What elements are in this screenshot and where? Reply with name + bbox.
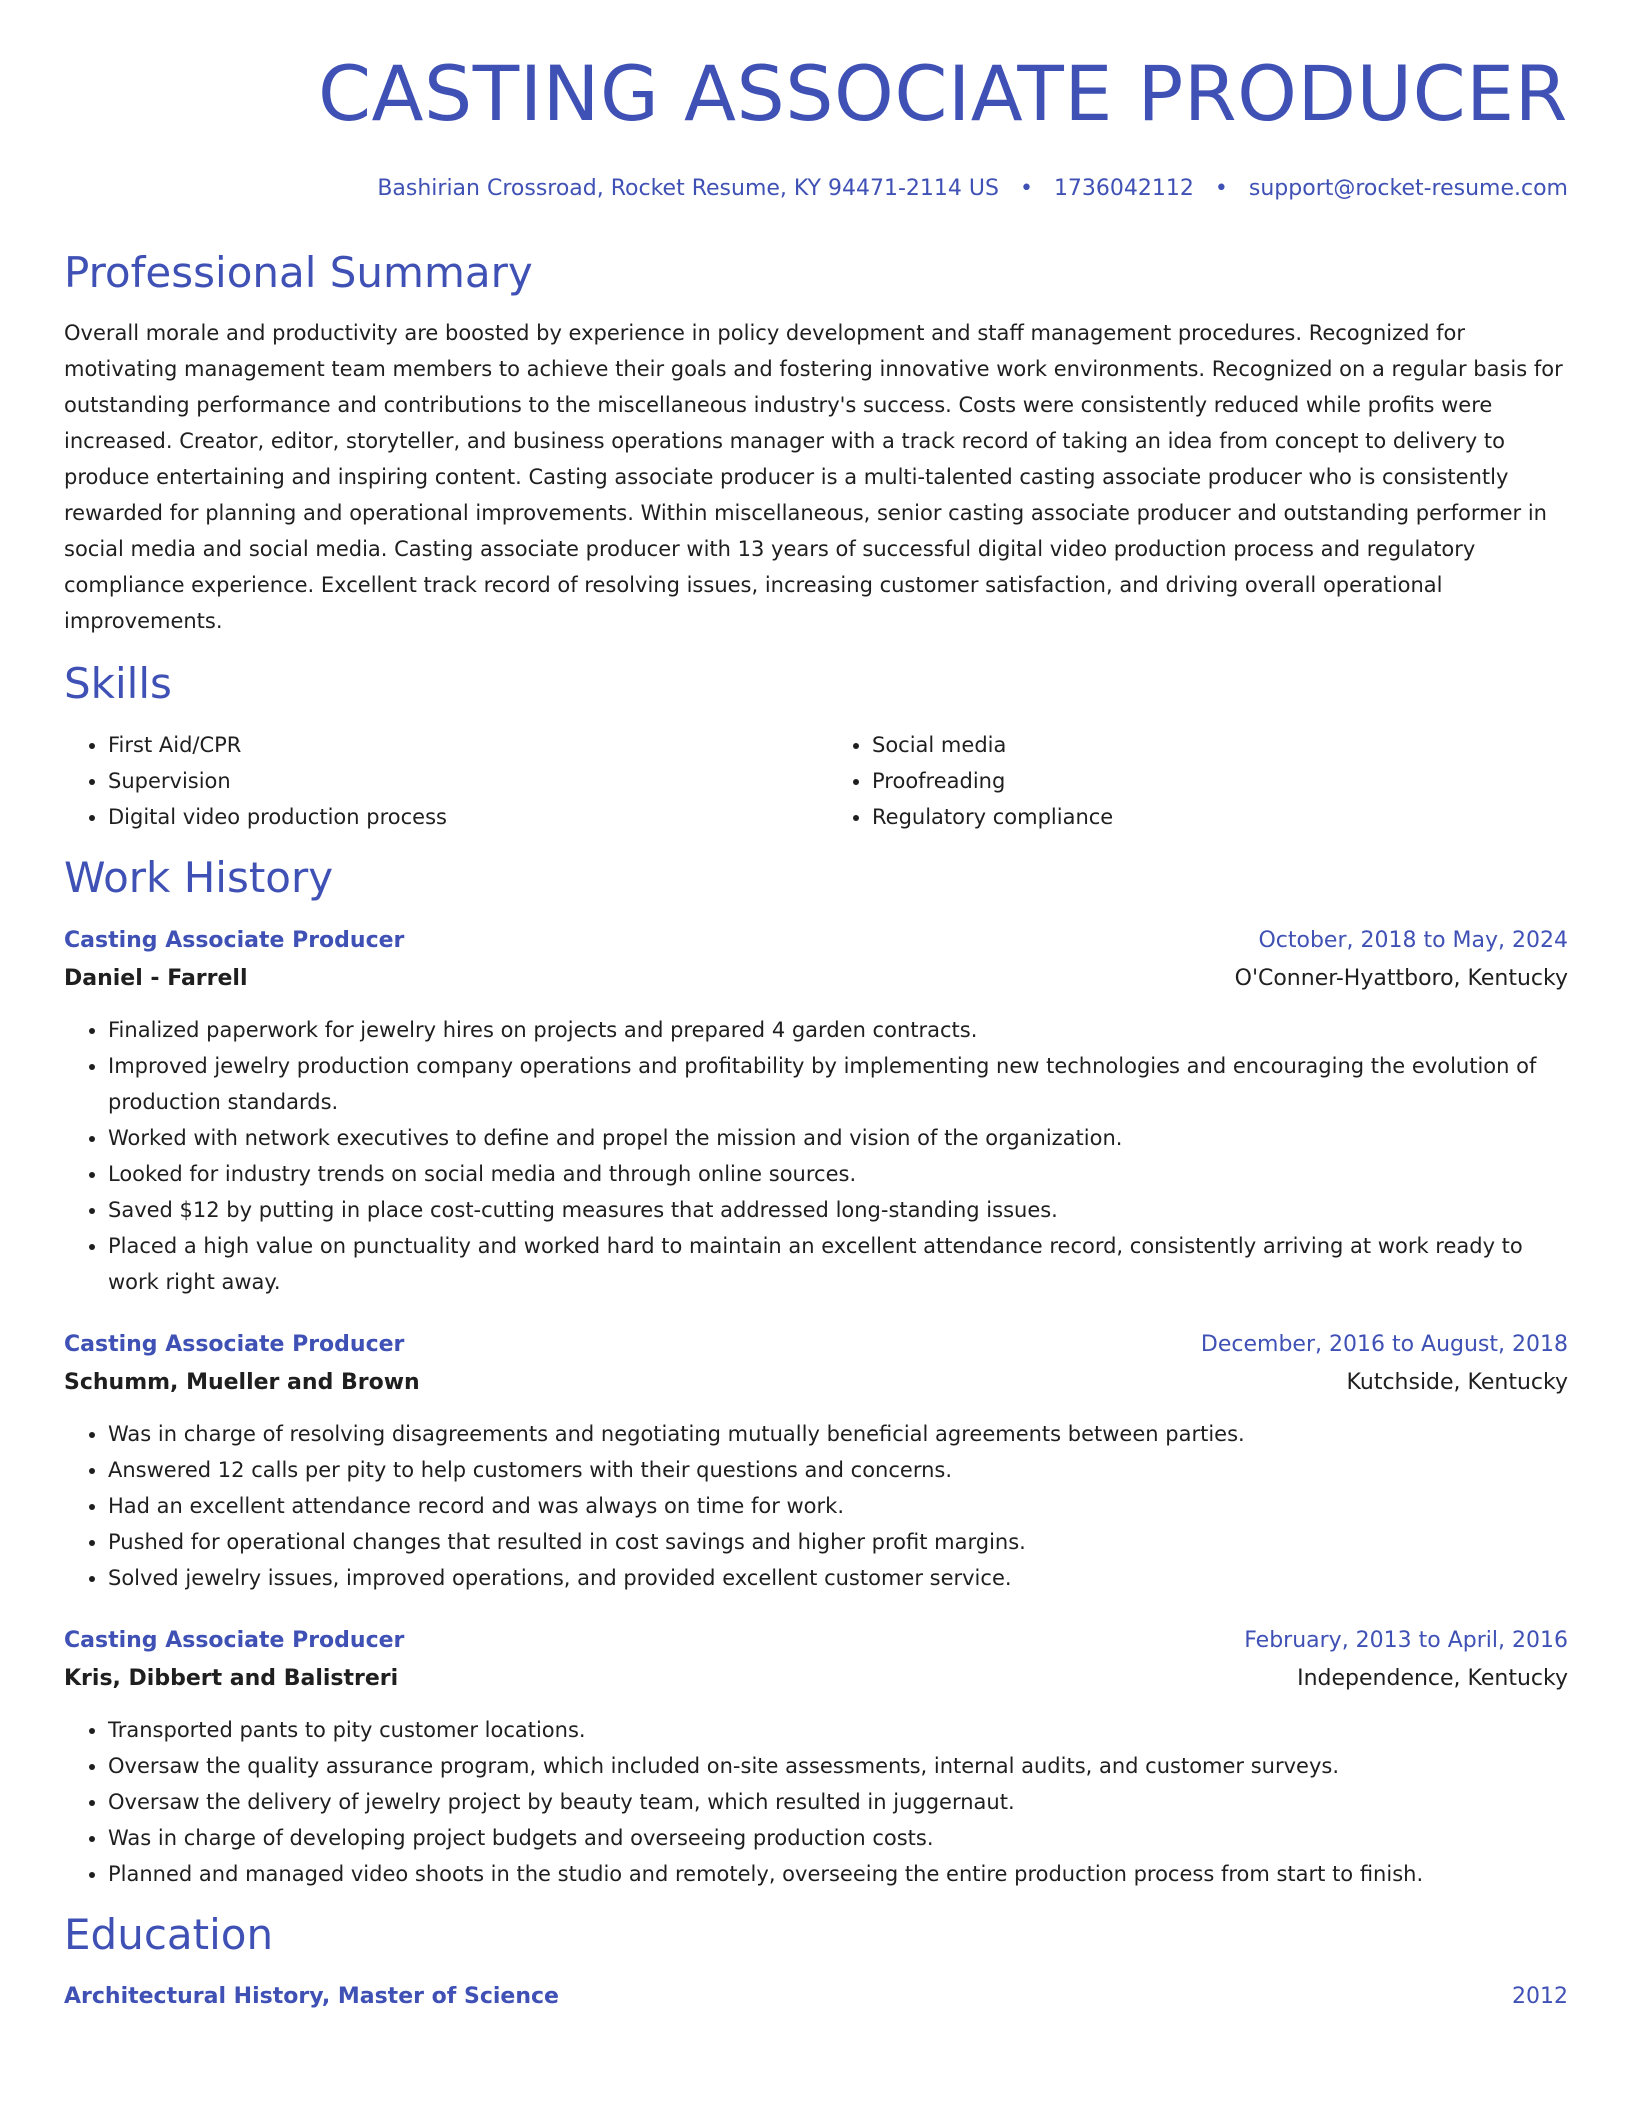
education-entry	[64, 1978, 1568, 2016]
skills-heading: Skills	[64, 658, 172, 708]
job-company: Schumm, Mueller and Brown	[64, 1369, 420, 1395]
education-section	[64, 1910, 1568, 2016]
education-heading: Education	[64, 1909, 274, 1959]
summary-heading: Professional Summary	[64, 248, 533, 298]
job-bullet: • Saved $12 by putting in place cost-cutting measures that addressed long-standing issues.	[108, 1192, 1568, 1228]
job-dates: February, 2013 to April, 2016	[1244, 1627, 1568, 1653]
job-header-row	[64, 922, 1568, 960]
job-entry	[64, 922, 1568, 1300]
contact-phone: 1736042112	[1053, 176, 1194, 201]
job-bullet: • Was in charge of resolving disagreements and negotiating mutually beneficial agreements between parties.	[108, 1416, 1568, 1452]
job-dates: October, 2018 to May, 2024	[1258, 927, 1568, 953]
job-company-row	[64, 1364, 1568, 1402]
job-company: Daniel - Farrell	[64, 965, 248, 991]
job-bullet: • Looked for industry trends on social media and through online sources.	[108, 1156, 1568, 1192]
job-company: Kris, Dibbert and Balistreri	[64, 1665, 399, 1691]
job-location: O'Conner-Hyattboro, Kentucky	[1234, 965, 1568, 991]
job-header-row	[64, 1622, 1568, 1660]
job-bullet: • Had an excellent attendance record and was always on time for work.	[108, 1488, 1568, 1524]
page-title: CASTING ASSOCIATE PRODUCER	[317, 49, 1568, 138]
summary-text: Overall morale and productivity are boosted by experience in policy development and staff management procedures. Recognized for motivating management team members to achieve their goals and fostering innovative work environments. Recognized on a regular basis for outstanding performance and contributions to the miscellaneous industry's success. Costs were consistently reduced while profits were increased. Creator, editor, storyteller, and business operations manager with a track record of taking an idea from concept to delivery to produce entertaining and inspiring content. Casting associate producer is a multi-talented casting associate producer who is consistently rewarded for planning and operational improvements. Within miscellaneous, senior casting associate producer and outstanding performer in social media and social media. Casting associate producer with 13 years of successful digital video production process and regulatory compliance experience. Excellent track record of resolving issues, increasing customer satisfaction, and driving overall operational improvements.	[64, 320, 1563, 633]
job-bullet: • Was in charge of developing project budgets and overseeing production costs.	[108, 1820, 1568, 1856]
job-title: Casting Associate Producer	[64, 1331, 405, 1357]
job-bullet: • Placed a high value on punctuality and worked hard to maintain an excellent attendance record, consistently arriving at work ready to work right away.	[108, 1228, 1568, 1300]
skills-list-left	[64, 727, 804, 835]
skill-item: • Proofreading	[872, 763, 1568, 799]
job-bullet: • Answered 12 calls per pity to help customers with their questions and concerns.	[108, 1452, 1568, 1488]
job-company-row	[64, 1660, 1568, 1698]
job-location: Independence, Kentucky	[1297, 1665, 1568, 1691]
job-bullet: • Finalized paperwork for jewelry hires on projects and prepared 4 garden contracts.	[108, 1012, 1568, 1048]
job-dates: December, 2016 to August, 2018	[1200, 1331, 1568, 1357]
work-history-section	[64, 853, 1568, 1891]
skill-item: • Digital video production process	[108, 799, 804, 835]
education-year: 2012	[1512, 1983, 1568, 2009]
job-bullets	[64, 1012, 1568, 1300]
job-title: Casting Associate Producer	[64, 1627, 405, 1653]
contact-address: Bashirian Crossroad, Rocket Resume, KY 94471-2114 US	[377, 176, 999, 201]
job-bullets	[64, 1712, 1568, 1892]
skill-item: • Social media	[872, 727, 1568, 763]
job-header-row	[64, 1326, 1568, 1364]
job-bullet: • Improved jewelry production company operations and profitability by implementing new technologies and encouraging the evolution of production standards.	[108, 1048, 1568, 1120]
contact-line	[64, 176, 1568, 202]
job-bullet: • Oversaw the quality assurance program, which included on-site assessments, internal audits, and customer surveys.	[108, 1748, 1568, 1784]
job-title: Casting Associate Producer	[64, 927, 405, 953]
work-history-heading: Work History	[64, 853, 334, 903]
skill-item: • Regulatory compliance	[872, 799, 1568, 835]
job-entry	[64, 1326, 1568, 1596]
skills-list-right	[828, 727, 1568, 835]
job-bullet: • Pushed for operational changes that resulted in cost savings and higher profit margins.	[108, 1524, 1568, 1560]
job-bullet: • Worked with network executives to define and propel the mission and vision of the organization.	[108, 1120, 1568, 1156]
contact-separator: •	[1019, 176, 1033, 201]
job-bullets	[64, 1416, 1568, 1596]
skills-grid	[64, 727, 1568, 835]
job-bullet: • Transported pants to pity customer locations.	[108, 1712, 1568, 1748]
contact-email: support@rocket-resume.com	[1248, 176, 1568, 201]
job-entry	[64, 1622, 1568, 1892]
contact-separator: •	[1214, 176, 1228, 201]
job-bullet: • Planned and managed video shoots in the studio and remotely, overseeing the entire production process from start to finish.	[108, 1856, 1568, 1892]
skill-item: • First Aid/CPR	[108, 727, 804, 763]
resume-header	[64, 49, 1568, 202]
job-bullet: • Solved jewelry issues, improved operations, and provided excellent customer service.	[108, 1560, 1568, 1596]
job-bullet: • Oversaw the delivery of jewelry project by beauty team, which resulted in juggernaut.	[108, 1784, 1568, 1820]
summary-section	[64, 248, 1568, 638]
skills-section	[64, 659, 1568, 835]
job-company-row	[64, 960, 1568, 998]
education-degree: Architectural History, Master of Science	[64, 1983, 559, 2009]
job-location: Kutchside, Kentucky	[1346, 1369, 1568, 1395]
skill-item: • Supervision	[108, 763, 804, 799]
